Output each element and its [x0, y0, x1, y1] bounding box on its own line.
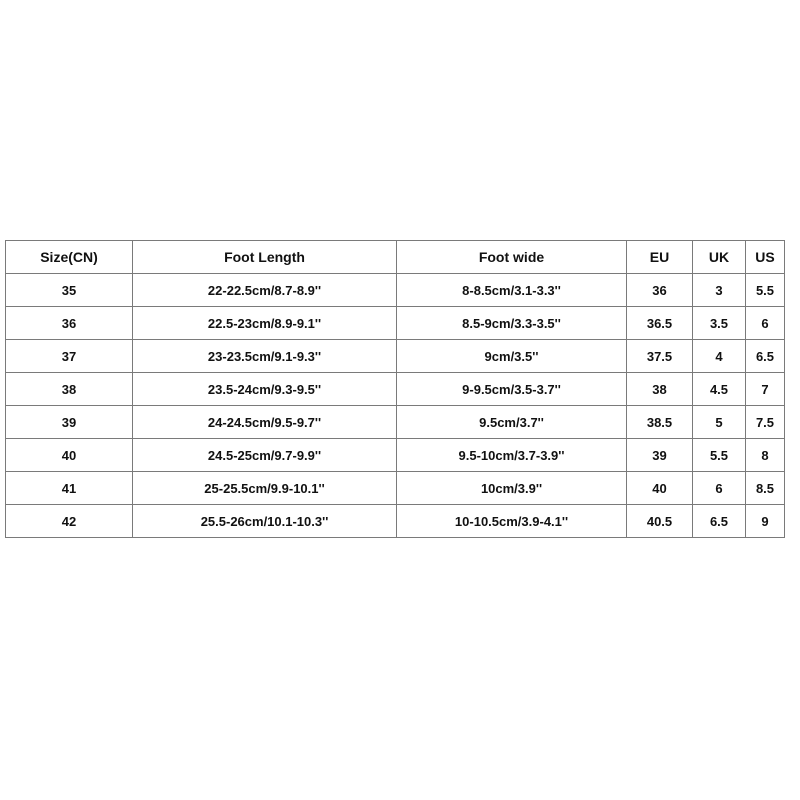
- table-row: [6, 373, 785, 406]
- table-row: [6, 505, 785, 538]
- cell-uk: 4: [693, 340, 746, 373]
- cell-us: 7: [746, 373, 785, 406]
- cell-us: 5.5: [746, 274, 785, 307]
- cell-foot-wide: 9.5-10cm/3.7-3.9'': [397, 439, 627, 472]
- cell-foot-wide: 8-8.5cm/3.1-3.3'': [397, 274, 627, 307]
- cell-uk: 5.5: [693, 439, 746, 472]
- cell-size-cn: 40: [6, 439, 133, 472]
- cell-foot-length: 24.5-25cm/9.7-9.9'': [133, 439, 397, 472]
- cell-us: 8.5: [746, 472, 785, 505]
- cell-size-cn: 39: [6, 406, 133, 439]
- cell-eu: 40.5: [627, 505, 693, 538]
- header-uk: UK: [693, 241, 746, 274]
- table-row: [6, 340, 785, 373]
- cell-foot-wide: 9.5cm/3.7'': [397, 406, 627, 439]
- cell-foot-length: 23.5-24cm/9.3-9.5'': [133, 373, 397, 406]
- cell-eu: 37.5: [627, 340, 693, 373]
- table-row: [6, 406, 785, 439]
- table-row: [6, 472, 785, 505]
- cell-eu: 39: [627, 439, 693, 472]
- table-body: [6, 274, 785, 538]
- cell-foot-length: 25.5-26cm/10.1-10.3'': [133, 505, 397, 538]
- cell-us: 9: [746, 505, 785, 538]
- cell-eu: 36.5: [627, 307, 693, 340]
- cell-size-cn: 41: [6, 472, 133, 505]
- cell-eu: 36: [627, 274, 693, 307]
- cell-foot-wide: 9cm/3.5'': [397, 340, 627, 373]
- cell-size-cn: 35: [6, 274, 133, 307]
- cell-foot-wide: 8.5-9cm/3.3-3.5'': [397, 307, 627, 340]
- cell-us: 6: [746, 307, 785, 340]
- cell-uk: 6.5: [693, 505, 746, 538]
- cell-size-cn: 38: [6, 373, 133, 406]
- cell-foot-length: 23-23.5cm/9.1-9.3'': [133, 340, 397, 373]
- table-header-row: [6, 241, 785, 274]
- cell-size-cn: 42: [6, 505, 133, 538]
- cell-us: 8: [746, 439, 785, 472]
- cell-foot-length: 25-25.5cm/9.9-10.1'': [133, 472, 397, 505]
- header-foot-wide: Foot wide: [397, 241, 627, 274]
- size-chart-table: [5, 240, 785, 538]
- cell-size-cn: 37: [6, 340, 133, 373]
- cell-foot-wide: 10-10.5cm/3.9-4.1'': [397, 505, 627, 538]
- cell-uk: 6: [693, 472, 746, 505]
- header-us: US: [746, 241, 785, 274]
- cell-eu: 40: [627, 472, 693, 505]
- cell-eu: 38.5: [627, 406, 693, 439]
- header-foot-length: Foot Length: [133, 241, 397, 274]
- table-row: [6, 274, 785, 307]
- cell-foot-wide: 10cm/3.9'': [397, 472, 627, 505]
- header-eu: EU: [627, 241, 693, 274]
- table-row: [6, 439, 785, 472]
- cell-eu: 38: [627, 373, 693, 406]
- cell-foot-length: 22-22.5cm/8.7-8.9'': [133, 274, 397, 307]
- cell-foot-wide: 9-9.5cm/3.5-3.7'': [397, 373, 627, 406]
- cell-us: 6.5: [746, 340, 785, 373]
- cell-uk: 5: [693, 406, 746, 439]
- header-size-cn: Size(CN): [6, 241, 133, 274]
- table-row: [6, 307, 785, 340]
- cell-us: 7.5: [746, 406, 785, 439]
- cell-uk: 3.5: [693, 307, 746, 340]
- cell-uk: 4.5: [693, 373, 746, 406]
- cell-foot-length: 22.5-23cm/8.9-9.1'': [133, 307, 397, 340]
- cell-size-cn: 36: [6, 307, 133, 340]
- cell-foot-length: 24-24.5cm/9.5-9.7'': [133, 406, 397, 439]
- cell-uk: 3: [693, 274, 746, 307]
